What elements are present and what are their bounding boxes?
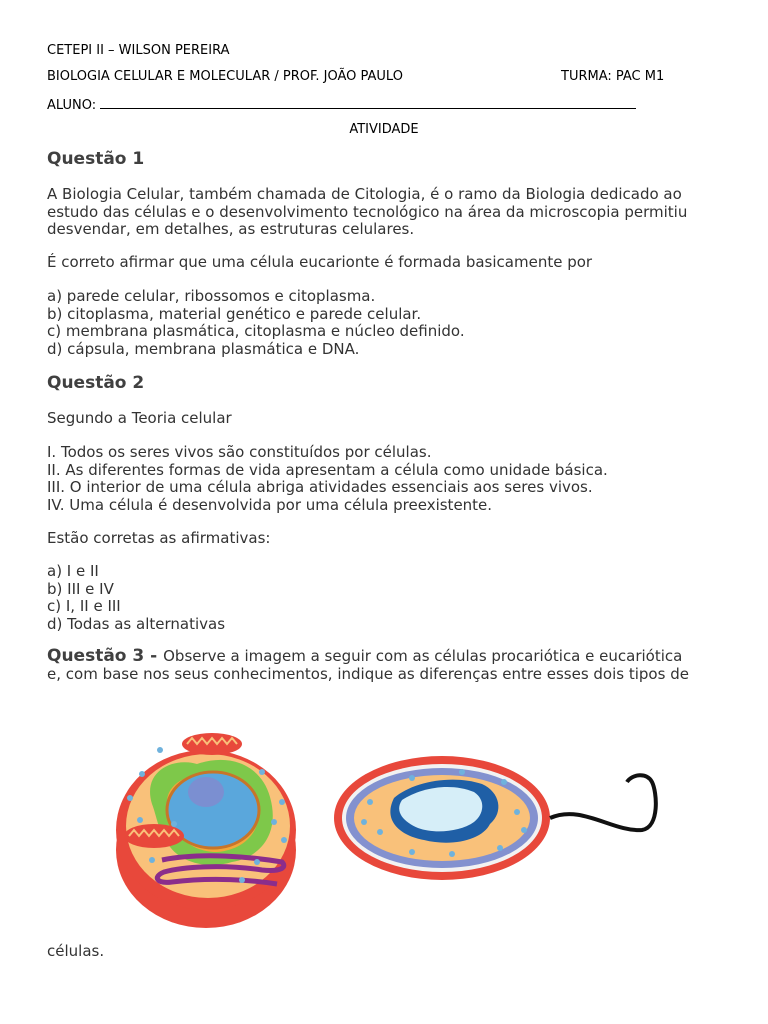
statement-ii: II. As diferentes formas de vida apresentam a célula como unidade básica.: [47, 460, 608, 479]
question-3-text-end: células.: [47, 942, 105, 960]
class-label: TURMA: PAC M1: [561, 69, 665, 84]
question-3-title: Questão 3 -: [47, 646, 164, 666]
question-1-options: [47, 288, 727, 358]
option-d[interactable]: d) Todas as alternativas: [47, 614, 226, 633]
question-2-title: Questão 2: [47, 373, 145, 393]
student-field[interactable]: [47, 96, 636, 113]
statement-i: I. Todos os seres vivos são constituídos por células.: [47, 443, 432, 461]
cell-illustration: [112, 712, 672, 937]
option-a[interactable]: a) parede celular, ribossomos e citoplasma.: [47, 287, 376, 305]
student-label: ALUNO:: [47, 98, 97, 113]
eukaryotic-cell-icon: [116, 733, 296, 928]
school-name: CETEPI II – WILSON PEREIRA: [47, 43, 230, 58]
student-name-line[interactable]: [100, 96, 636, 109]
question-3-text-line2: e, com base nos seus conhecimentos, indique as diferenças entre esses dois tipos de: [47, 664, 689, 683]
statement-iii: III. O interior de uma célula abriga atividades essenciais aos seres vivos.: [47, 478, 593, 496]
question-2-options: [47, 563, 727, 633]
option-c[interactable]: c) membrana plasmática, citoplasma e núcleo definido.: [47, 322, 465, 340]
question-2-statements: [47, 444, 727, 514]
question-3-text: Observe a imagem a seguir com as células procariótica e eucariótica: [163, 647, 683, 665]
option-b[interactable]: b) citoplasma, material genético e parede celular.: [47, 304, 422, 323]
statement-iv: IV. Uma célula é desenvolvida por uma célula preexistente.: [47, 495, 493, 514]
course-name: BIOLOGIA CELULAR E MOLECULAR / PROF. JOÃO PAULO: [47, 69, 403, 84]
q1-intro-line: estudo das células e o desenvolvimento tecnológico na área da microscopia permitiu: [47, 202, 688, 221]
q1-intro-line: desvendar, em detalhes, as estruturas celulares.: [47, 220, 415, 238]
option-c[interactable]: c) I, II e III: [47, 597, 121, 615]
question-1-prompt: É correto afirmar que uma célula eucarionte é formada basicamente por: [47, 253, 593, 271]
q1-intro-line: A Biologia Celular, também chamada de Citologia, é o ramo da Biologia dedicado ao: [47, 185, 682, 203]
question-3-block: [47, 648, 727, 683]
question-1-intro: [47, 186, 727, 239]
option-b[interactable]: b) III e IV: [47, 579, 114, 598]
question-1-title: Questão 1: [47, 149, 145, 169]
question-2-intro: Segundo a Teoria celular: [47, 409, 232, 427]
option-d[interactable]: d) cápsula, membrana plasmática e DNA.: [47, 339, 360, 358]
prokaryotic-cell-icon: [334, 756, 656, 880]
activity-title: ATIVIDADE: [349, 122, 419, 137]
question-2-prompt: Estão corretas as afirmativas:: [47, 529, 271, 547]
option-a[interactable]: a) I e II: [47, 562, 99, 580]
